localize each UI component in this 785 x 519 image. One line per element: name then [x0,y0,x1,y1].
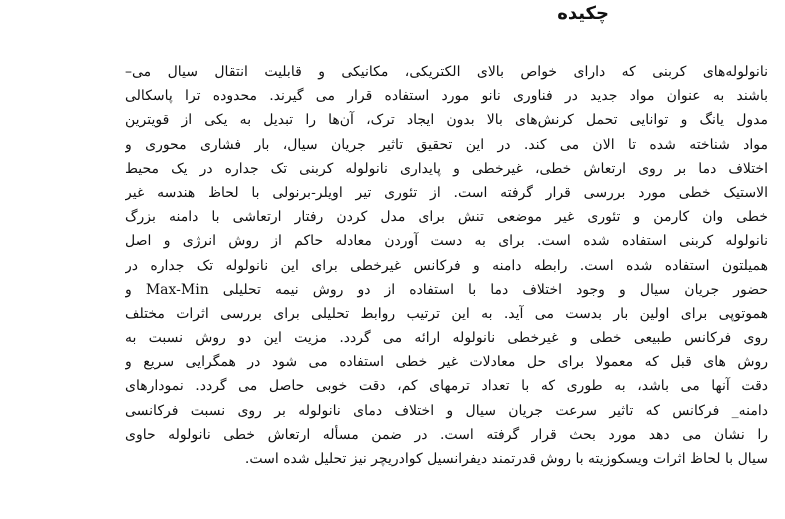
abstract-line: مدول یانگ و توانایی تحمل کرنش‌های بالا بدون ایجاد ترک، آن‌ها را تبدیل به یکی از قویترین [125,112,768,129]
abstract-line: نانولوله‌های کربنی که دارای خواص بالای الکتریکی، مکانیکی و قابلیت انتقال سیال می– [125,64,768,80]
abstract-line: دقت آنها می باشد، به طوری که با تعداد ترمهای کم، دقت خوبی حاصل می گردد. نمودارهای [125,378,768,395]
abstract-body [125,60,768,471]
abstract-line: مواد شناخته شده تا الان می کند. در این تحقیق تاثیر جریان سیال، بار فشاری محوری و [125,136,768,153]
abstract-line: روی فرکانس طبیعی خطی و غیرخطی نانولوله ارائه می گردد. مزیت این دو روش نسبت به [125,330,768,347]
abstract-line: سیال با لحاظ اثرات ویسکوزیته با روش قدرتمند دیفرانسیل کوادریچر نیز تحلیل شده است. [244,451,768,467]
abstract-line: دامنه_ فرکانس که تاثیر سرعت جریان سیال و اختلاف دمای نانولوله بر روی نسبت فرکانسی [125,402,768,419]
abstract-title: چکیده [557,3,609,24]
abstract-line: باشند به عنوان مواد جدید در فناوری نانو مورد استفاده قرار می گیرند. محدوده ترا پاسکالی [125,88,768,105]
abstract-line: را نشان می دهد مورد بحث قرار گرفته است. در ضمن مسأله ارتعاش خطی نانولوله حاوی [125,426,768,443]
abstract-line: هموتوپی برای اولین بار بدست می آید. به این ترتیب روابط تحلیلی برای بررسی اثرات مختلف [125,305,768,322]
abstract-line: نانولوله کربنی استفاده شده است. برای به دست آوردن معادله حاکم از روش انرژی و اصل [125,233,768,250]
abstract-line: خطی وان کارمن و تئوری غیر موضعی تنش برای مدل کردن رفتار ارتعاشی با دامنه بزرگ [125,209,768,226]
abstract-line: اختلاف دما بر روی ارتعاش خطی، غیرخطی و پایداری نانولوله کربنی تک جداره در یک محیط [125,160,768,177]
abstract-line: همیلتون استفاده شده است. رابطه دامنه و فرکانس غیرخطی برای این نانولوله تک جداره در [125,257,768,274]
abstract-line: حضور جریان سیال و وجود اختلاف دما با استفاده از دو روش نیمه تحلیلی Max-Min و [125,281,768,298]
abstract-line: الاستیک خطی مورد بررسی قرار گرفته است. از تئوری تیر اویلر-برنولی با لحاظ هندسه غیر [125,184,768,201]
abstract-line: روش های قبل که معمولا برای حل معادلات غیر خطی استفاده می شود در همگرایی سریع و [125,354,768,371]
